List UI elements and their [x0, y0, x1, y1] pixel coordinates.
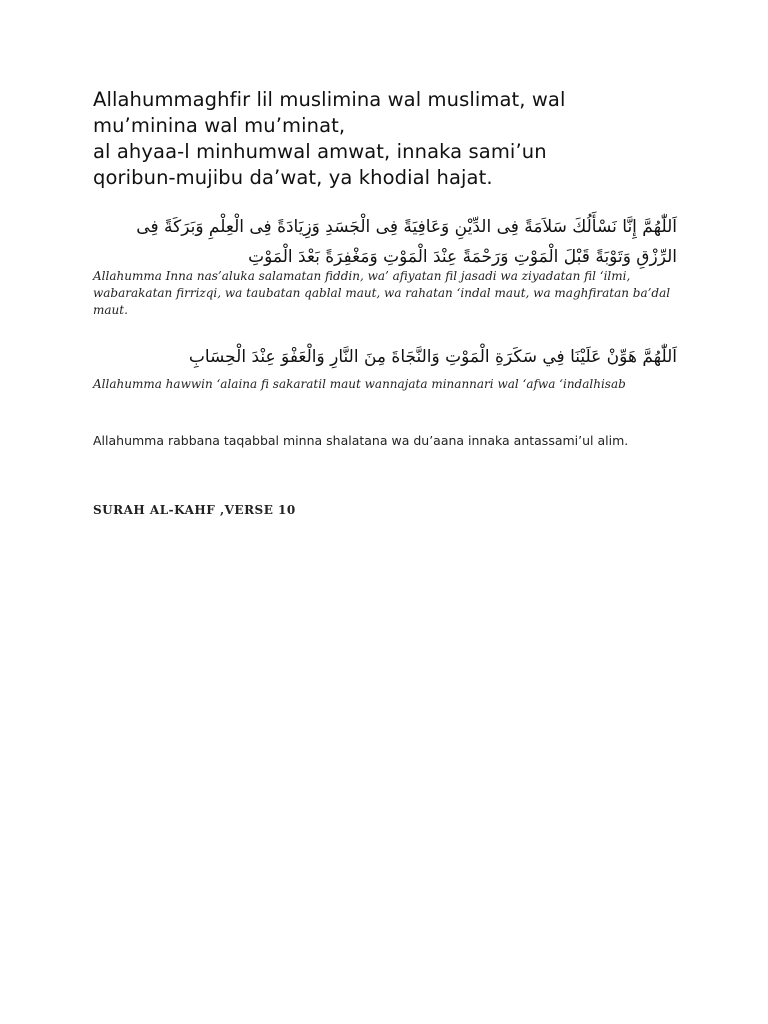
heading-line-2: mu’minina wal mu’minat,	[93, 114, 346, 137]
arabic-dua-1: اَللّٰهُمَّ إِنَّا نَسْأَلُكَ سَلاَمَةً فِى الدِّيْنِ وَعَافِيَةً فِى الْجَسَدِ وَزِيَادَةً فِى الْعِلْمِ وَبَرَكَةً فِى الرِّزْقِ وَتَوْبَةً قَبْلَ الْمَوْتِ وَرَحْمَةً عِنْدَ الْمَوْتِ وَمَغْفِرَةً بَعْدَ الْمَوْتِ	[136, 217, 677, 267]
closing-prayer: Allahumma rabbana taqabbal minna shalatana wa du’aana innaka antassami’ul alim.	[93, 433, 629, 448]
heading-line-3: al ahyaa-l minhumwal amwat, innaka sami’un	[93, 140, 547, 163]
heading-prayer	[93, 87, 693, 191]
transliteration-dua-2: Allahumma hawwin ‘alaina fi sakaratil maut wannajata minannari wal ‘afwa ‘indalhisab	[93, 377, 626, 391]
transliteration-dua-1: Allahumma Inna nas’aluka salamatan fiddin, wa’ afiyatan fil jasadi wa ziyadatan fil ‘ilmi, wabarakatan firrizqi, wa taubatan qablal maut, wa rahatan ‘indal maut, wa maghfiratan ba’dal maut.	[93, 269, 671, 317]
surah-reference: SURAH AL-KAHF ,VERSE 10	[93, 503, 296, 517]
arabic-dua-2: اَللّٰهُمَّ هَوِّنْ عَلَيْنَا فِي سَكَرَةِ الْمَوْتِ وَالنَّجَاةَ مِنَ النَّارِ وَالْعَفْوَ عِنْدَ الْحِسَابِ	[188, 347, 677, 367]
heading-line-1: Allahummaghfir lil muslimina wal muslimat, wal	[93, 88, 566, 111]
heading-line-4: qoribun-mujibu da’wat, ya khodial hajat.	[93, 166, 493, 189]
